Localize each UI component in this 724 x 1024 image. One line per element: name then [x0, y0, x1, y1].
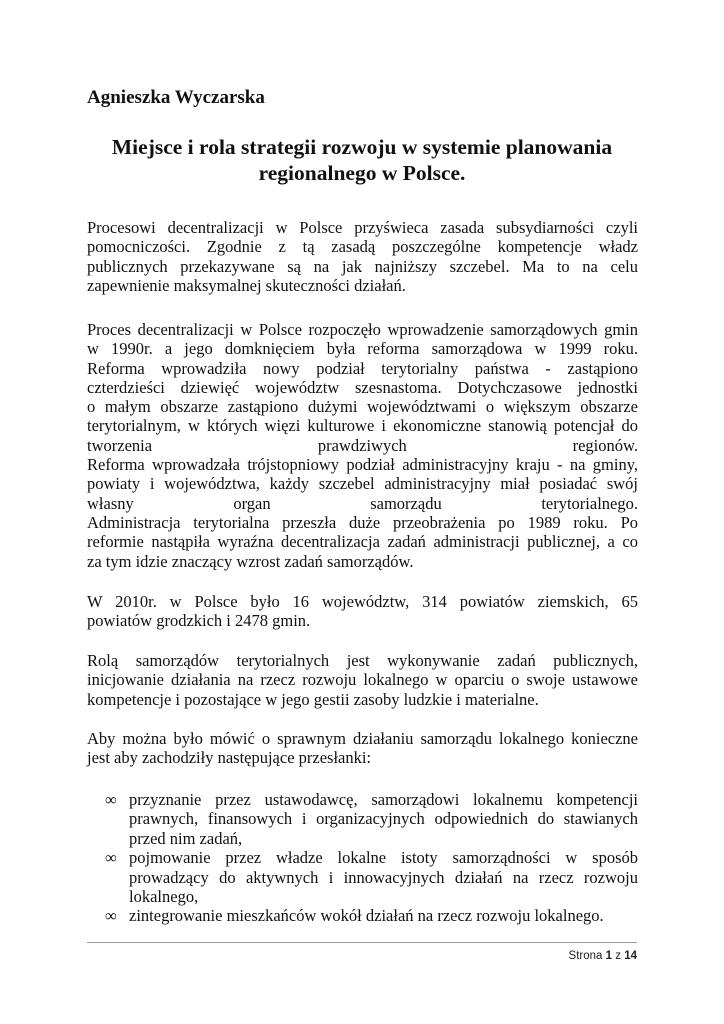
bullet-text-line: lokalnego,	[129, 887, 199, 907]
infinity-bullet-icon: ∞	[105, 906, 117, 926]
text-line: publicznych przekazywane są na jak najniższy szczebel. Ma to na celu	[87, 256, 638, 276]
bullet-item	[105, 790, 638, 848]
text-line: Reforma wprowadziła nowy podział terytorialny państwa - zastąpiono	[87, 358, 638, 378]
text-line: Administracja terytorialna przeszła duże przeobrażenia po 1989 roku. Po	[87, 512, 638, 532]
text-line: za tym idzie znaczący wzrost zadań samorządów.	[87, 551, 414, 571]
paragraph-4	[87, 651, 638, 709]
text-line: pomocniczości. Zgodnie z tą zasadą poszczególne kompetencje władz	[87, 237, 638, 257]
paragraph	[87, 651, 638, 709]
paragraph-5	[87, 729, 638, 768]
document-title	[87, 134, 637, 186]
text-line: W 2010r. w Polsce było 16 województw, 314 powiatów ziemskich, 65	[87, 592, 638, 611]
paragraph-1	[87, 218, 638, 295]
paragraph	[87, 218, 638, 295]
text-line: Procesowi decentralizacji w Polsce przyświeca zasada subsydiarności czyli	[87, 218, 638, 237]
text-line: Proces decentralizacji w Polsce rozpoczęło wprowadzenie samorządowych gmin	[87, 320, 638, 339]
footer-label: Strona	[568, 950, 603, 962]
paragraph	[87, 320, 638, 571]
bullet-text-line: przyznanie przez ustawodawcę, samorządowi lokalnemu kompetencji	[129, 790, 638, 809]
text-line: tworzenia prawdziwych regionów.	[87, 435, 638, 455]
text-line: inicjowanie działania na rzecz rozwoju lokalnego w oparciu o swoje ustawowe	[87, 670, 638, 690]
paragraph-3	[87, 592, 638, 631]
bullet-item	[105, 906, 638, 925]
page-number: 1	[605, 950, 613, 962]
text-line: w 1990r. a jego domknięciem była reforma samorządowa w 1999 roku.	[87, 339, 638, 359]
bullet-item	[105, 848, 638, 906]
title-line-2: regionalnego w Polsce.	[258, 161, 466, 185]
bullet-text-line: przed nim zadań,	[129, 828, 243, 848]
text-line: Rolą samorządów terytorialnych jest wykonywanie zadań publicznych,	[87, 651, 638, 670]
infinity-bullet-icon: ∞	[105, 848, 117, 868]
text-line: Reforma wprowadzała trójstopniowy podział administracyjny kraju - na gminy,	[87, 455, 638, 475]
bullet-text-line: prawnych, finansowych i organizacyjnych odpowiednich do stawianych	[129, 809, 638, 829]
page-total: 14	[624, 950, 637, 962]
text-line: zapewnienie maksymalnej skuteczności działań.	[87, 275, 406, 295]
bullet-text-line: zintegrowanie mieszkańców wokół działań na rzecz rozwoju lokalnego.	[129, 906, 604, 926]
text-line: powiatów grodzkich i 2478 gmin.	[87, 611, 311, 631]
page-footer	[569, 950, 637, 962]
title-line-1: Miejsce i rola strategii rozwoju w systemie planowania	[111, 135, 613, 159]
text-line: reformie nastąpiła wyraźna decentralizacja zadań administracji publicznej, a co	[87, 532, 638, 552]
text-line: terytorialnym, w których więzi kulturowe i ekonomiczne stanowią potencjał do	[87, 416, 638, 436]
text-line: powiaty i województwa, każdy szczebel administracyjny miał posiadać swój	[87, 474, 638, 494]
paragraph	[87, 729, 638, 768]
text-line: o małym obszarze zastąpiono dużymi województwami o większym obszarze	[87, 397, 638, 417]
infinity-bullet-icon: ∞	[105, 790, 117, 809]
text-line: Aby można było mówić o sprawnym działaniu samorządu lokalnego konieczne	[87, 729, 638, 748]
bullet-text-line: pojmowanie przez władze lokalne istoty samorządności w sposób	[129, 848, 638, 868]
text-line: własny organ samorządu terytorialnego.	[87, 493, 638, 513]
footer-sep: z	[615, 950, 621, 962]
paragraph	[87, 592, 638, 631]
footer-divider	[87, 942, 637, 943]
text-line: czterdzieści dziewięć województw szesnastoma. Dotychczasowe jednostki	[87, 377, 638, 397]
paragraph-2	[87, 320, 638, 571]
author-name: Agnieszka Wyczarska	[87, 87, 265, 108]
bullet-list	[105, 790, 638, 926]
text-line: kompetencje i pozostające w jego gestii zasoby ludzkie i materialne.	[87, 689, 539, 709]
text-line: jest aby zachodziły następujące przesłanki:	[87, 748, 372, 768]
bullet-text-line: prowadzący do aktywnych i innowacyjnych działań na rzecz rozwoju	[129, 867, 638, 887]
